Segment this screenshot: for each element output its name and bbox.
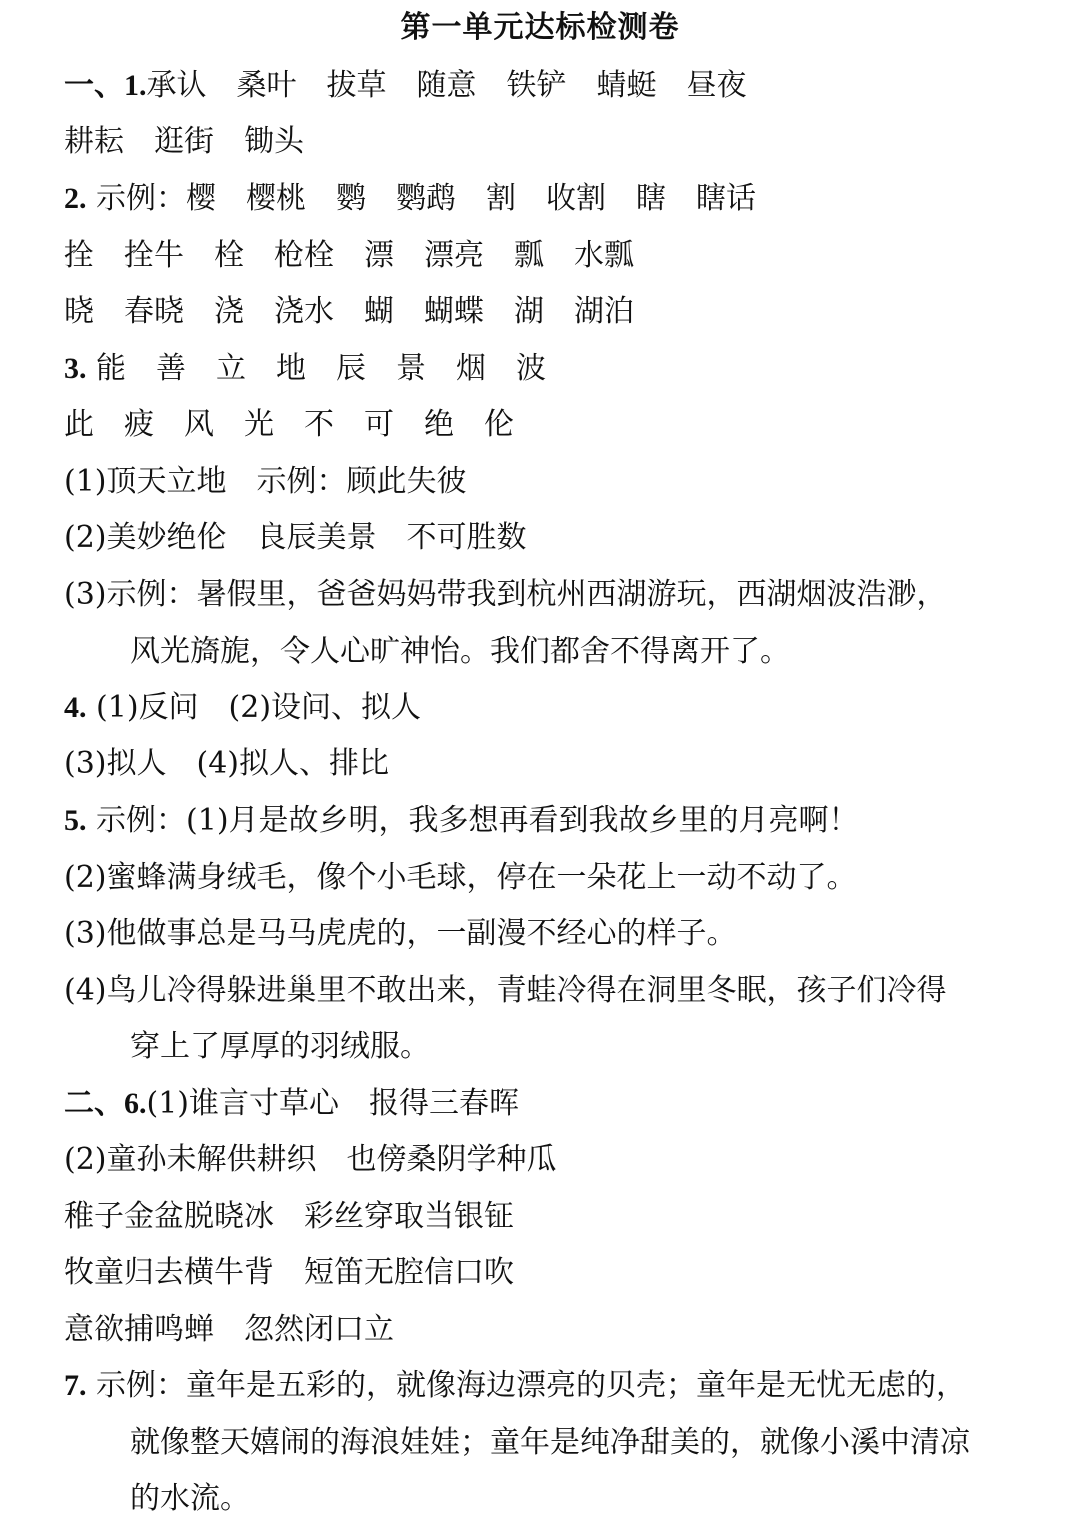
answer-line-continuation xyxy=(130,1027,430,1067)
answer-text: 承认 桑叶 拔草 随意 铁铲 蜻蜓 昼夜 xyxy=(146,68,747,103)
answer-text: 晓 春晓 浇 浇水 蝴 蝴蝶 湖 湖泊 xyxy=(64,294,634,329)
answer-text: (1)谁言寸草心 报得三春晖 xyxy=(146,1086,519,1121)
answer-line xyxy=(64,1197,514,1237)
question-number: 一、1. xyxy=(64,69,147,102)
answer-text: (3)他做事总是马马虎虎的，一副漫不经心的样子。 xyxy=(64,916,737,951)
answer-line xyxy=(64,462,467,502)
answer-text: (2)蜜蜂满身绒毛，像个小毛球，停在一朵花上一动不动了。 xyxy=(64,860,857,895)
answer-text: 能 善 立 地 辰 景 烟 波 xyxy=(86,351,547,386)
answer-text: 就像整天嬉闹的海浪娃娃；童年是纯净甜美的，就像小溪中清凉 xyxy=(130,1425,970,1460)
answer-line xyxy=(64,518,527,558)
answer-text: 意欲捕鸣蝉 忽然闭口立 xyxy=(64,1312,394,1347)
answer-text: (3)示例：暑假里，爸爸妈妈带我到杭州西湖游玩，西湖烟波浩渺， xyxy=(64,577,947,612)
answer-text: 穿上了厚厚的羽绒服。 xyxy=(130,1029,430,1064)
answer-line xyxy=(64,349,546,389)
answer-text: (2)童孙未解供耕织 也傍桑阴学种瓜 xyxy=(64,1142,557,1177)
question-number: 7. xyxy=(64,1369,87,1402)
answer-line xyxy=(64,1310,394,1350)
answer-line xyxy=(64,1084,519,1124)
answer-line xyxy=(64,66,747,106)
answer-line xyxy=(64,1366,966,1406)
answer-text: 拴 拴牛 栓 枪栓 漂 漂亮 瓢 水瓢 xyxy=(64,238,634,273)
answer-text: (3)拟人 (4)拟人、排比 xyxy=(64,746,389,781)
question-number: 2. xyxy=(64,182,87,215)
answer-line xyxy=(64,122,304,162)
answer-line xyxy=(64,236,634,276)
answer-line xyxy=(64,688,421,728)
answer-line xyxy=(64,801,859,841)
answer-text: 示例：(1)月是故乡明，我多想再看到我故乡里的月亮啊！ xyxy=(86,803,859,838)
answer-text: 风光旖旎，令人心旷神怡。我们都舍不得离开了。 xyxy=(130,634,790,669)
answer-text: 示例：樱 樱桃 鹦 鹦鹉 割 收割 瞎 瞎话 xyxy=(86,181,757,216)
answer-text: (1)顶天立地 示例：顾此失彼 xyxy=(64,464,467,499)
answer-line xyxy=(64,179,756,219)
answer-text: 稚子金盆脱晓冰 彩丝穿取当银钲 xyxy=(64,1199,514,1234)
answer-text: (2)美妙绝伦 良辰美景 不可胜数 xyxy=(64,520,527,555)
answer-line xyxy=(64,1253,514,1293)
answer-line-continuation xyxy=(130,632,790,672)
answer-line-continuation xyxy=(130,1423,970,1463)
answer-line xyxy=(64,858,857,898)
answer-text: 的水流。 xyxy=(130,1481,250,1516)
answer-line xyxy=(64,575,947,615)
answer-line-continuation xyxy=(130,1479,250,1519)
answer-line xyxy=(64,405,514,445)
question-number: 4. xyxy=(64,691,87,724)
answer-text: (4)鸟儿冷得躲进巢里不敢出来，青蛙冷得在洞里冬眠，孩子们冷得 xyxy=(64,973,947,1008)
answer-text: 此 疲 风 光 不 可 绝 伦 xyxy=(64,407,514,442)
question-number: 二、6. xyxy=(64,1087,147,1120)
answer-line xyxy=(64,1140,557,1180)
answer-text: 耕耘 逛街 锄头 xyxy=(64,124,304,159)
answer-text: 示例：童年是五彩的，就像海边漂亮的贝壳；童年是无忧无虑的， xyxy=(86,1368,967,1403)
answer-line xyxy=(64,744,389,784)
answer-line xyxy=(64,914,737,954)
answer-text: 牧童归去横牛背 短笛无腔信口吹 xyxy=(64,1255,514,1290)
question-number: 5. xyxy=(64,804,87,837)
page-title: 第一单元达标检测卷 xyxy=(400,10,680,45)
answer-line xyxy=(64,292,634,332)
answer-text: (1)反问 (2)设问、拟人 xyxy=(86,690,422,725)
answer-line xyxy=(64,971,947,1011)
question-number: 3. xyxy=(64,352,87,385)
